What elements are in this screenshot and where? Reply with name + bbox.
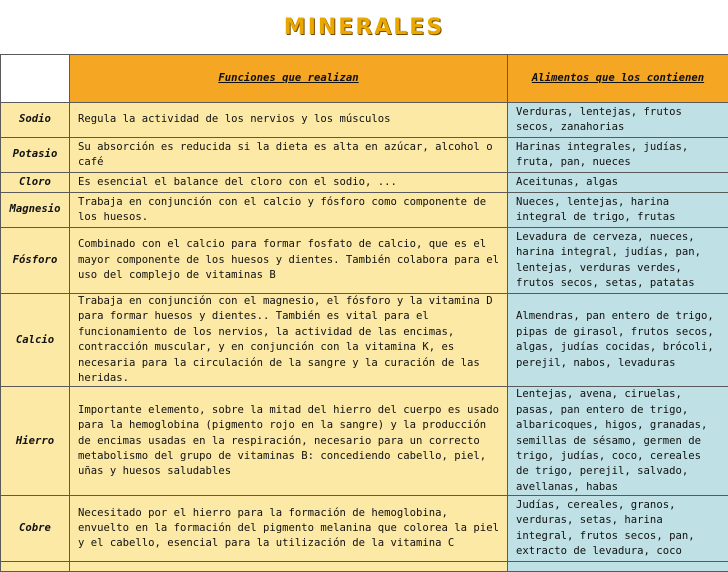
table-row [1, 294, 728, 387]
mineral-foods: Almendras, pan entero de trigo, pipas de girasol, frutos secos, algas, judías cocidas, brócoli, perejil, nabos, levaduras [508, 294, 728, 387]
table-row [1, 103, 728, 138]
mineral-name: Hierro [1, 387, 70, 496]
minerals-table [0, 54, 728, 572]
mineral-function: Combinado con el calcio para formar fosfato de calcio, que es el mayor componente de los huesos y dientes. También colabora para el uso del complejo de vitaminas B [70, 228, 508, 294]
title-bar [0, 0, 728, 55]
mineral-name: Cobre [1, 496, 70, 562]
table-row [1, 193, 728, 228]
mineral-name: Calcio [1, 294, 70, 387]
table-row [1, 228, 728, 294]
mineral-name: Potasio [1, 138, 70, 173]
mineral-function: Trabaja en conjunción con el magnesio, el fósforo y la vitamina D para formar huesos y dientes.. También es vital para el funcionamiento de los nervios, la actividad de las encimas, contracción muscular, y en conjunción con la vitamina K, es necesaria para la circulación de la sangre y la curación de las heridas. [70, 294, 508, 387]
mineral-foods: Verduras, lentejas, frutos secos, zanahorias [508, 103, 728, 138]
mineral-name: Fósforo [1, 228, 70, 294]
cut-off-function-cell [70, 562, 508, 572]
table-row [1, 496, 728, 562]
mineral-foods: Levadura de cerveza, nueces, harina integral, judías, pan, lentejas, verduras verdes, frutos secos, setas, patatas [508, 228, 728, 294]
mineral-function: Importante elemento, sobre la mitad del hierro del cuerpo es usado para la hemoglobina (pigmento rojo en la sangre) y la producción de encimas usadas en la respiración, necesario para un correcto metabolismo del grupo de vitaminas B: concediendo cabello, piel, uñas y huesos saludables [70, 387, 508, 496]
table-row [1, 387, 728, 496]
cut-off-foods-cell [508, 562, 728, 572]
header-foods: Alimentos que los contienen [508, 55, 728, 103]
header-blank-cell [1, 55, 70, 103]
mineral-function: Necesitado por el hierro para la formación de hemoglobina, envuelto en la formación del pigmento melanina que colorea la piel y el cabello, esencial para la utilización de la vitamina C [70, 496, 508, 562]
mineral-foods: Nueces, lentejas, harina integral de trigo, frutas [508, 193, 728, 228]
table-row [1, 173, 728, 193]
mineral-function: Regula la actividad de los nervios y los músculos [70, 103, 508, 138]
table-row [1, 138, 728, 173]
mineral-foods: Lentejas, avena, ciruelas, pasas, pan entero de trigo, albaricoques, higos, granadas, semillas de sésamo, germen de trigo, judías, coco, cereales de trigo, perejil, salvado, avellanas, habas [508, 387, 728, 496]
cut-off-name-cell [1, 562, 70, 572]
mineral-function: Trabaja en conjunción con el calcio y fósforo como componente de los huesos. [70, 193, 508, 228]
mineral-name: Sodio [1, 103, 70, 138]
table-row-cut-off [1, 562, 728, 572]
mineral-foods: Harinas integrales, judías, fruta, pan, nueces [508, 138, 728, 173]
mineral-name: Cloro [1, 173, 70, 193]
mineral-function: Su absorción es reducida si la dieta es alta en azúcar, alcohol o café [70, 138, 508, 173]
mineral-foods: Aceitunas, algas [508, 173, 728, 193]
mineral-name: Magnesio [1, 193, 70, 228]
header-functions: Funciones que realizan [70, 55, 508, 103]
header-row [1, 55, 728, 103]
page-title: MINERALES [284, 15, 444, 40]
mineral-function: Es esencial el balance del cloro con el sodio, ... [70, 173, 508, 193]
mineral-foods: Judías, cereales, granos, verduras, setas, harina integral, frutos secos, pan, extracto de levadura, coco [508, 496, 728, 562]
